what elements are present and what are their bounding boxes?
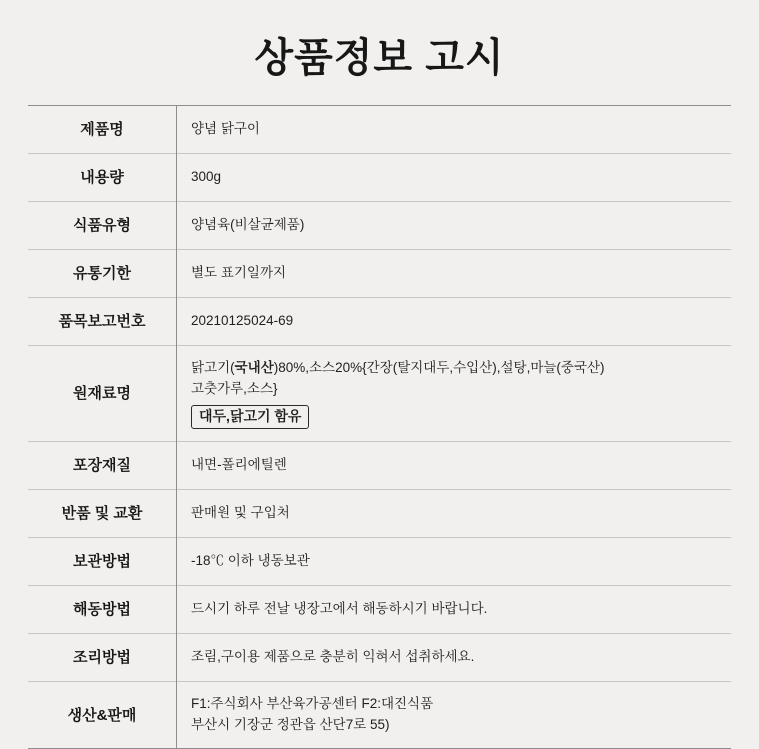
row-label-producer-seller: 생산&판매 (28, 682, 177, 748)
table-row (28, 634, 731, 682)
ingredients-line-1 (191, 358, 731, 379)
row-label-product-name: 제품명 (28, 106, 177, 154)
row-value-ingredients (177, 346, 732, 442)
row-value-thawing: 드시기 하루 전날 냉장고에서 해동하시기 바랍니다. (191, 601, 488, 617)
row-label-report-number: 품목보고번호 (28, 298, 177, 346)
product-info-table-wrap (28, 105, 731, 749)
row-value-storage: -18℃ 이하 냉동보관 (191, 553, 310, 569)
row-value-packaging: 내면-폴리에틸렌 (191, 457, 287, 473)
row-value-cooking: 조림,구이용 제품으로 충분히 익혀서 섭취하세요. (191, 649, 475, 665)
table-row (28, 442, 731, 490)
row-value-returns: 판매원 및 구입처 (191, 505, 290, 521)
producer-line-1: F1:주식회사 부산육가공센터 F2:대진식품 (191, 696, 434, 712)
row-label-volume: 내용량 (28, 154, 177, 202)
table-row (28, 250, 731, 298)
row-label-storage: 보관방법 (28, 538, 177, 586)
table-row (28, 682, 731, 748)
page-title: 상품정보 고시 (254, 36, 505, 80)
table-row (28, 490, 731, 538)
table-row (28, 298, 731, 346)
producer-line-2: 부산시 기장군 정관읍 산단7로 55) (191, 717, 390, 733)
table-row (28, 586, 731, 634)
row-value-volume: 300g (191, 169, 222, 185)
row-value-expiry: 별도 표기일까지 (191, 265, 287, 281)
row-value-producer-seller (177, 682, 732, 748)
table-row (28, 106, 731, 154)
row-label-cooking: 조리방법 (28, 634, 177, 682)
row-value-food-type: 양념육(비살균제품) (191, 217, 305, 233)
row-value-report-number: 20210125024-69 (191, 313, 294, 329)
ingredients-text-post: )80%,소스20%{간장(탈지대두,수입산),설탕,마늘(중국산) (273, 360, 605, 375)
row-label-food-type: 식품유형 (28, 202, 177, 250)
row-value-product-name: 양념 닭구이 (191, 121, 260, 137)
table-row (28, 202, 731, 250)
row-label-returns: 반품 및 교환 (28, 490, 177, 538)
table-row (28, 538, 731, 586)
ingredients-line-2: 고춧가루,소스} (191, 380, 278, 396)
table-row (28, 346, 731, 442)
table-row (28, 154, 731, 202)
allergen-badge: 대두,닭고기 함유 (191, 405, 309, 429)
ingredients-origin-bold: 국내산 (234, 360, 274, 375)
row-label-ingredients: 원재료명 (28, 346, 177, 442)
row-label-expiry: 유통기한 (28, 250, 177, 298)
row-label-thawing: 해동방법 (28, 586, 177, 634)
product-info-table (28, 106, 731, 748)
ingredients-text-pre: 닭고기( (191, 360, 235, 375)
row-label-packaging: 포장재질 (28, 442, 177, 490)
